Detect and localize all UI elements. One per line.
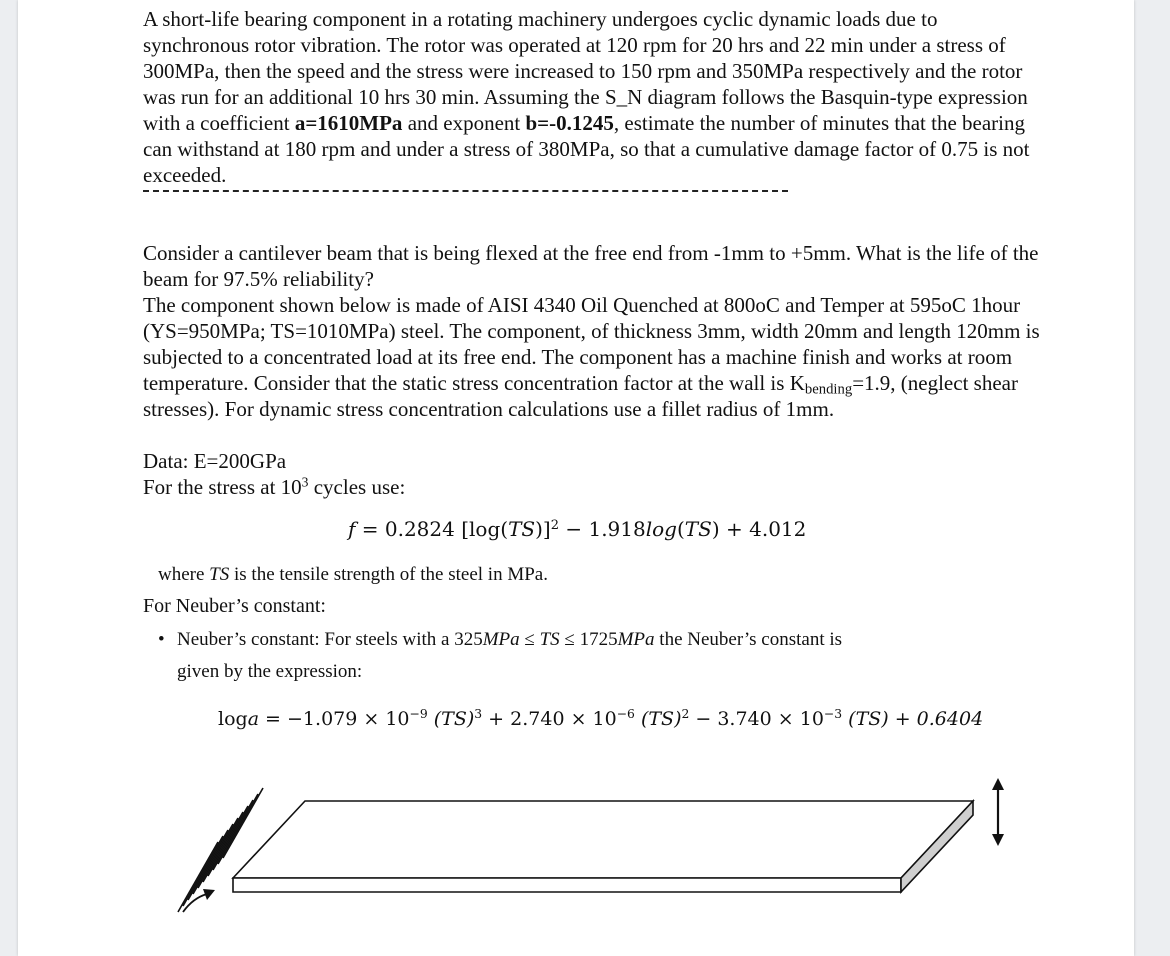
where-note: where TS is the tensile strength of the steel in MPa.	[158, 564, 548, 585]
dashed-separator	[143, 190, 788, 194]
coefficient-value: a=1610MPa	[294, 111, 403, 135]
problem-1-text: A short-life bearing component in a rotating machinery undergoes cyclic dynamic loads due to synchronous rotor vibration. The rotor was operated at 120 rpm for 20 hrs and 22 min under a stress of 300MPa, then the speed and the stress were increased to 150 rpm and 350MPa respectively and the rotor was run for an additional 10 hrs 30 min. Assuming the S_N diagram follows the Basquin-type expression with a coefficient a=1610MPa and exponent b=-0.1245, estimate the number of minutes that the bearing can withstand at 180 rpm and under a stress of 380MPa, so that a cumulative damage factor of 0.75 is not exceeded.	[143, 7, 1030, 187]
document-page	[18, 0, 1134, 956]
neuber-equation: $\log a = -1.079 \times 10^{-9}$ $(TS)^3 + 2.740 \times 10^{-6}$ $(TS)^2 - 3.740 \times 10^{-3}$ (TS) + 0.6404	[218, 707, 984, 730]
neuber-line-1: Neuber’s constant: For steels with a 325MPa ≤ TS ≤ 1725MPa the Neuber’s constant is	[177, 629, 843, 650]
double-arrow-icon	[992, 778, 1004, 846]
beam-top-face	[233, 801, 973, 878]
load-arrow-icon	[183, 889, 215, 912]
beam-front-face	[233, 878, 901, 892]
stress-equation: f = 0.2824 $[\log(TS)]^2 - 1.918\log(TS) + 4.012$	[348, 517, 807, 541]
stress-cycles-line: For the stress at $10^3$ cycles use:	[143, 474, 406, 499]
problem-2-body: The component shown below is made of AISI 4340 Oil Quenched at 800oC and Temper at 595oC 1hour (YS=950MPa; TS=1010MPa) steel. The component, of thickness 3mm, width 20mm and length 120mm is subjected to a concentrated load at its free end. The component has a machine finish and works at room temperature. Consider that the static stress concentration factor at the wall is $K_{bending}=1.9$, (neglect shear stresses). For dynamic stress concentration calculations use a fillet radius of 1mm.	[143, 293, 1040, 421]
exponent-value: b=-0.1245	[525, 111, 614, 135]
bullet-icon: •	[158, 629, 165, 650]
cantilever-diagram	[163, 770, 1023, 950]
neuber-line-2: given by the expression:	[177, 661, 363, 682]
problem-2-intro: Consider a cantilever beam that is being flexed at the free end from -1mm to +5mm. What is the life of the beam for 97.5% reliability?	[143, 241, 1039, 291]
neuber-heading: For Neuber’s constant:	[143, 595, 326, 617]
fixed-wall-hatch	[178, 788, 263, 912]
data-line: Data: E=200GPa	[143, 449, 287, 473]
k-bending-subscript: bending	[804, 381, 853, 398]
